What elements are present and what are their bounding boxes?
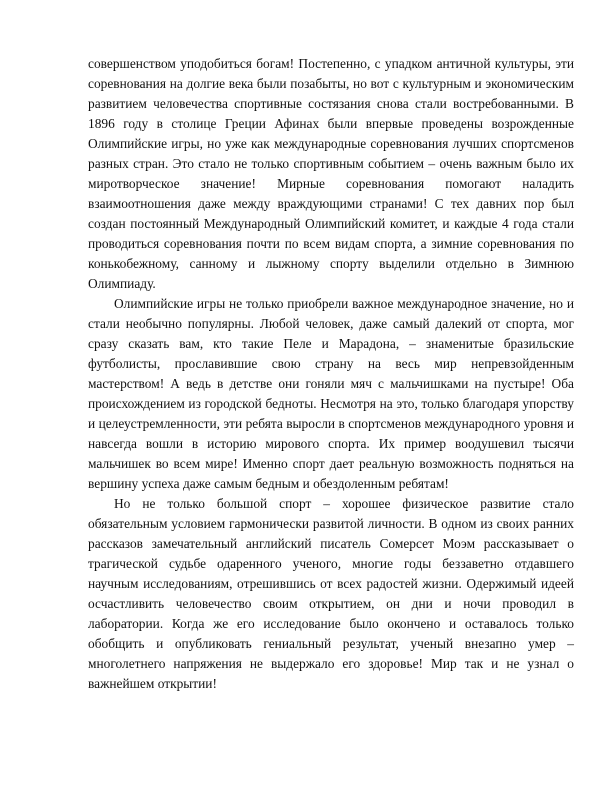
paragraph-physical-development: Но не только большой спорт – хорошее физическое развитие стало обязательным условием гармонически развитой личности. В одном из своих ранних рассказов замечательный английский писатель Сомерсет Моэм рассказывает о трагической судьбе одаренного ученого, многие годы беззаветно отдавшего научным исследованиям, отрешившись от всех радостей жизни. Одержимый идеей осчастливить человечество своим открытием, он дни и ночи проводил в лаборатории. Когда же его исследование было окончено и оставалось только обобщить и опубликовать гениальный результат, ученый внезапно умер – многолетнего напряжения не выдержало его здоровье! Мир так и не узнал о важнейшем открытии! bbox=[88, 496, 574, 691]
paragraph-olympic-history: совершенством уподобиться богам! Постепенно, с упадком античной культуры, эти соревнования на долгие века были позабыты, но вот с культурным и экономическим развитием человечества спортивные состязания снова стали востребованными. В 1896 году в столице Греции Афинах были впервые проведены возрожденные Олимпийские игры, но уже как международные соревнования лучших спортсменов разных стран. Это стало не только спортивным событием – очень важным было их миротворческое значение! Мирные соревнования помогают наладить взаимоотношения даже между враждующими странами! С тех давних пор был создан постоянный Международный Олимпийский комитет, и каждые 4 года стали проводиться соревнования почти по всем видам спорта, а зимние соревнования по конькобежному, санному и лыжному спорту выделили отдельно в Зимнюю Олимпиаду. bbox=[88, 56, 574, 291]
paragraph-olympic-popularity: Олимпийские игры не только приобрели важное международное значение, но и стали необычно популярны. Любой человек, даже самый далекий от спорта, мог сразу сказать вам, кто такие Пеле и Марадона, – знаменитые бразильские футболисты, прославившие свою страну на весь мир непревзойденным мастерством! А ведь в детстве они гоняли мяч с мальчишками на пустыре! Оба происхождением из городской бедноты. Несмотря на это, только благодаря упорству и целеустремленности, эти ребята выросли в спортсменов международного уровня и навсегда вошли в историю мирового спорта. Их пример воодушевил тысячи мальчишек во всем мире! Именно спорт дает реальную возможность подняться на вершину успеха даже самым бедным и обездоленным ребятам! bbox=[88, 296, 574, 491]
text-column bbox=[88, 54, 574, 694]
